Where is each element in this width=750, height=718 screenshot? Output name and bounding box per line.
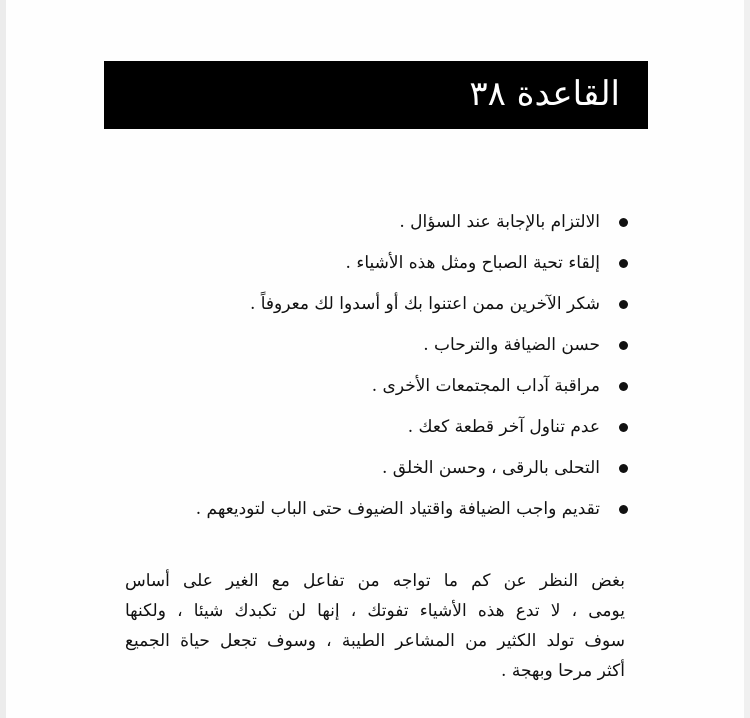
title-banner [104, 61, 648, 129]
list-item-text: حسن الضيافة والترحاب . [423, 335, 600, 355]
list-item-text: شكر الآخرين ممن اعتنوا بك أو أسدوا لك معروفاً . [249, 294, 600, 314]
list-item [150, 284, 630, 325]
page-title: القاعدة ٣٨ [469, 74, 620, 114]
list-item-text: التحلى بالرقى ، وحسن الخلق . [382, 458, 600, 478]
page-edge-left [0, 0, 6, 718]
list-item [150, 325, 630, 366]
list-item-text: عدم تناول آخر قطعة كعك . [407, 417, 600, 437]
bullet-icon [619, 505, 628, 514]
list-item [150, 243, 630, 284]
list-item [150, 489, 630, 530]
bullet-icon [619, 341, 628, 350]
page-edge-right [744, 0, 750, 718]
list-item-text: مراقبة آداب المجتمعات الأخرى . [371, 376, 600, 396]
paragraph-line: يومى ، لا تدع هذه الأشياء تفوتك ، إنها لن تكبدك شيئا ، ولكنها [125, 601, 625, 621]
list-item [150, 407, 630, 448]
bullet-icon [619, 218, 628, 227]
list-item-text: تقديم واجب الضيافة واقتياد الضيوف حتى الباب لتوديعهم . [195, 499, 600, 519]
bullet-icon [619, 300, 628, 309]
bullet-icon [619, 423, 628, 432]
bullet-icon [619, 259, 628, 268]
bullet-icon [619, 382, 628, 391]
list-item-text: إلقاء تحية الصباح ومثل هذه الأشياء . [345, 253, 600, 273]
list-item [150, 366, 630, 407]
list-item-text: الالتزام بالإجابة عند السؤال . [399, 212, 600, 232]
paragraph-line: أكثر مرحا وبهجة . [501, 661, 625, 681]
list-item [150, 448, 630, 489]
body-paragraph [125, 566, 625, 686]
bullet-icon [619, 464, 628, 473]
paragraph-line: بغض النظر عن كم ما تواجه من تفاعل مع الغير على أساس [125, 571, 625, 591]
paragraph-line: سوف تولد الكثير من المشاعر الطيبة ، وسوف تجعل حياة الجميع [125, 631, 625, 651]
list-item [150, 202, 630, 243]
rule-list [150, 202, 630, 530]
